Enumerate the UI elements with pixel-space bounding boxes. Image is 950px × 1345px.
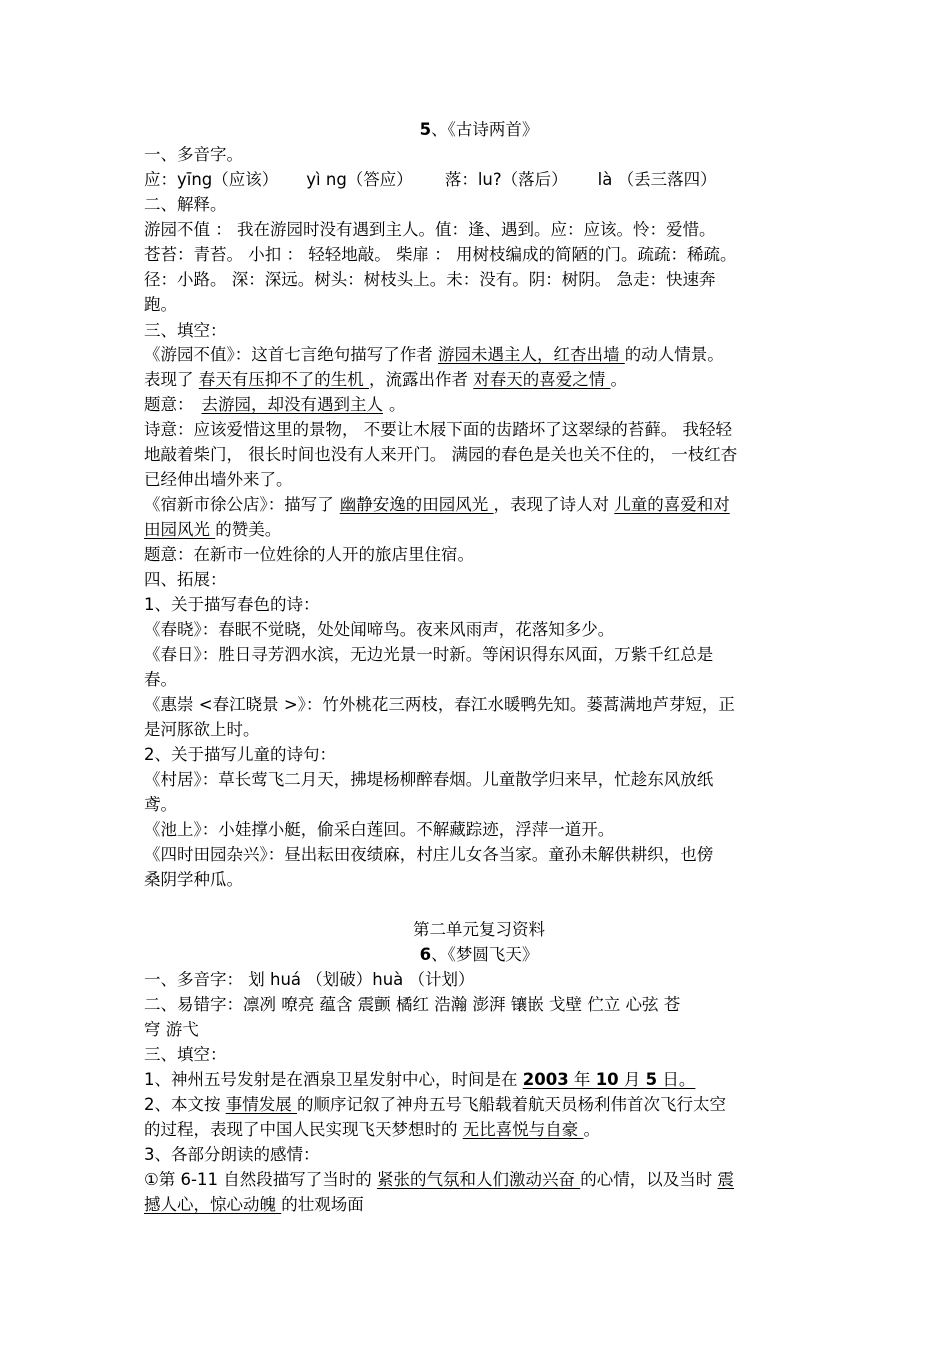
text: 表现了 [144, 370, 199, 389]
month: 10 [595, 1070, 619, 1089]
poem-interpretation-line: 地敲着柴门， 很长时间也没有人来开门。 满园的春色是关也关不住的， 一枝红杏 [144, 445, 738, 464]
title-number: 5 [419, 120, 432, 139]
youyuan-line-1 [144, 344, 814, 366]
question-3-1-line-1 [144, 1169, 814, 1191]
answer-blank: 对春天的喜爱之情 [473, 370, 611, 389]
answer-blank: 撼人心，惊心动魄 [144, 1195, 282, 1214]
explain-line: 跑。 [144, 295, 177, 314]
heading-polyphonic: 一、多音字。 [144, 145, 243, 164]
text: 《游园不值》：这首七言绝句描写了作者 [144, 345, 438, 364]
text: ①第 6-11 自然段描写了当时的 [144, 1170, 377, 1189]
text: 的过程，表现了中国人民实现飞天梦想时的 [144, 1120, 463, 1139]
title-number: 6 [419, 945, 432, 964]
polyphonic-la: là （丢三落四） [597, 170, 717, 189]
text: 2、本文按 [144, 1095, 226, 1114]
poem-line: 《村居》：草长莺飞二月天，拂堤杨柳醉春烟。儿童散学归来早，忙趁东风放纸 [144, 770, 714, 789]
text: 的心情，以及当时 [580, 1170, 718, 1189]
polyphonic-ying: 应：yīng（应该） [144, 170, 279, 189]
answer-blank [523, 1070, 696, 1089]
poem-line: 春。 [144, 670, 177, 689]
title-text: 、《梦圆飞天》 [431, 945, 539, 964]
poem-line: 桑阴学种瓜。 [144, 870, 243, 889]
poem-line: 《惠崇 <春江晓景 >》：竹外桃花三两枝，春江水暖鸭先知。蒌蒿满地芦芽短，正 [144, 695, 735, 714]
question-2-line-2 [144, 1119, 814, 1141]
year: 2003 [522, 1070, 569, 1089]
polyphonic-ying2: yì ng（答应） [306, 170, 413, 189]
text: ，流露出作者 [369, 370, 474, 389]
answer-blank: 事情发展 [225, 1095, 297, 1114]
text: 。 [583, 1120, 600, 1139]
answer-blank: 春天有压抑不了的生机 [198, 370, 369, 389]
poem-line: 是河豚欲上时。 [144, 720, 260, 739]
title-text: 、《古诗两首》 [431, 120, 539, 139]
lesson-6-title [144, 944, 814, 966]
answer-blank: 去游园，却没有遇到主人 [201, 395, 383, 414]
poem-line: 鸢。 [144, 795, 177, 814]
heading-extension: 四、拓展： [144, 570, 227, 589]
polyphonic-line [144, 169, 814, 191]
answer-blank: 儿童的喜爱和对 [614, 495, 730, 514]
question-3-1-line-2 [144, 1194, 814, 1216]
answer-blank: 无比喜悦与自豪 [462, 1120, 584, 1139]
text: 的壮观场面 [281, 1195, 364, 1214]
question-2-line-1 [144, 1094, 814, 1116]
suxin-meaning: 题意：在新市一位姓徐的人开的旅店里住宿。 [144, 545, 474, 564]
poem-line: 《春日》：胜日寻芳泗水滨，无边光景一时新。等闲识得东风面，万紫千红总是 [144, 645, 714, 664]
extension-children-heading: 2、关于描写儿童的诗句： [144, 745, 336, 764]
heading-explain: 二、解释。 [144, 195, 227, 214]
poem-interpretation-line: 诗意：应该爱惜这里的景物， 不要让木屐下面的齿踏坏了这翠绿的苔藓。 我轻轻 [144, 420, 732, 439]
unit-year: 年 [568, 1070, 596, 1089]
heading-fill: 三、填空： [144, 1045, 227, 1064]
confusable-chars-line: 二、易错字：凛冽 嘹亮 蕴含 震颤 橘红 浩瀚 澎湃 镶嵌 戈壁 伫立 心弦 苍 [144, 995, 681, 1014]
youyuan-line-2 [144, 369, 814, 391]
poem-line: 《四时田园杂兴》：昼出耘田夜绩麻，村庄儿女各当家。童孙未解供耕织，也傍 [144, 845, 714, 864]
unit-day: 日。 [657, 1070, 696, 1089]
text: 的赞美。 [215, 520, 282, 539]
answer-blank: 紧张的气氛和人们激动兴奋 [376, 1170, 581, 1189]
answer-blank: 震 [717, 1170, 734, 1189]
suxin-line-2 [144, 519, 814, 541]
poem-interpretation-line: 已经伸出墙外来了。 [144, 470, 293, 489]
heading-fill: 三、填空： [144, 321, 227, 340]
suxin-line-1 [144, 494, 814, 516]
extension-spring-heading: 1、关于描写春色的诗： [144, 595, 320, 614]
confusable-chars-line: 穹 游弋 [144, 1020, 199, 1039]
text: 《宿新市徐公店》：描写了 [144, 495, 334, 514]
polyphonic-luo: 落：lu?（落后） [444, 170, 568, 189]
answer-blank: 游园未遇主人，红杏出墙 [438, 345, 625, 364]
text: 的动人情景。 [624, 345, 724, 364]
text: 题意： [144, 395, 194, 414]
question-1 [144, 1069, 814, 1091]
polyphonic-line: 一、多音字： 划 huá （划破）huà （计划） [144, 970, 475, 989]
text: 1、神州五号发射是在酒泉卫星发射中心，时间是在 [144, 1070, 523, 1089]
explain-line: 游园不值 ： 我在游园时没有遇到主人。值：逢、遇到。应：应该。怜：爱惜。 [144, 220, 716, 239]
unit-month: 月 [618, 1070, 646, 1089]
explain-line: 径：小路。 深：深远。树头：树枝头上。未：没有。阴：树阴。 急走：快速奔 [144, 270, 716, 289]
poem-line: 《池上》：小娃撑小艇，偷采白莲回。不解藏踪迹，浮萍一道开。 [144, 820, 615, 839]
unit-2-title: 第二单元复习资料 [413, 920, 545, 939]
lesson-5-title [144, 119, 814, 141]
poem-line: 《春晓》：春眠不觉晓，处处闻啼鸟。夜来风雨声，花落知多少。 [144, 620, 615, 639]
day: 5 [645, 1070, 658, 1089]
answer-blank: 幽静安逸的田园风光 [339, 495, 494, 514]
text: 。 [389, 395, 406, 414]
answer-blank: 田园风光 [144, 520, 216, 539]
question-3: 3、各部分朗读的感情： [144, 1145, 320, 1164]
youyuan-meaning [144, 394, 814, 416]
explain-line: 苍苔：青苔。 小扣 ： 轻轻地敲。 柴扉 ： 用树枝编成的简陋的门。疏疏：稀疏。 [144, 245, 737, 264]
text: ，表现了诗人对 [493, 495, 615, 514]
text: 。 [610, 370, 627, 389]
text: 的顺序记叙了神舟五号飞船载着航天员杨利伟首次飞行太空 [297, 1095, 726, 1114]
